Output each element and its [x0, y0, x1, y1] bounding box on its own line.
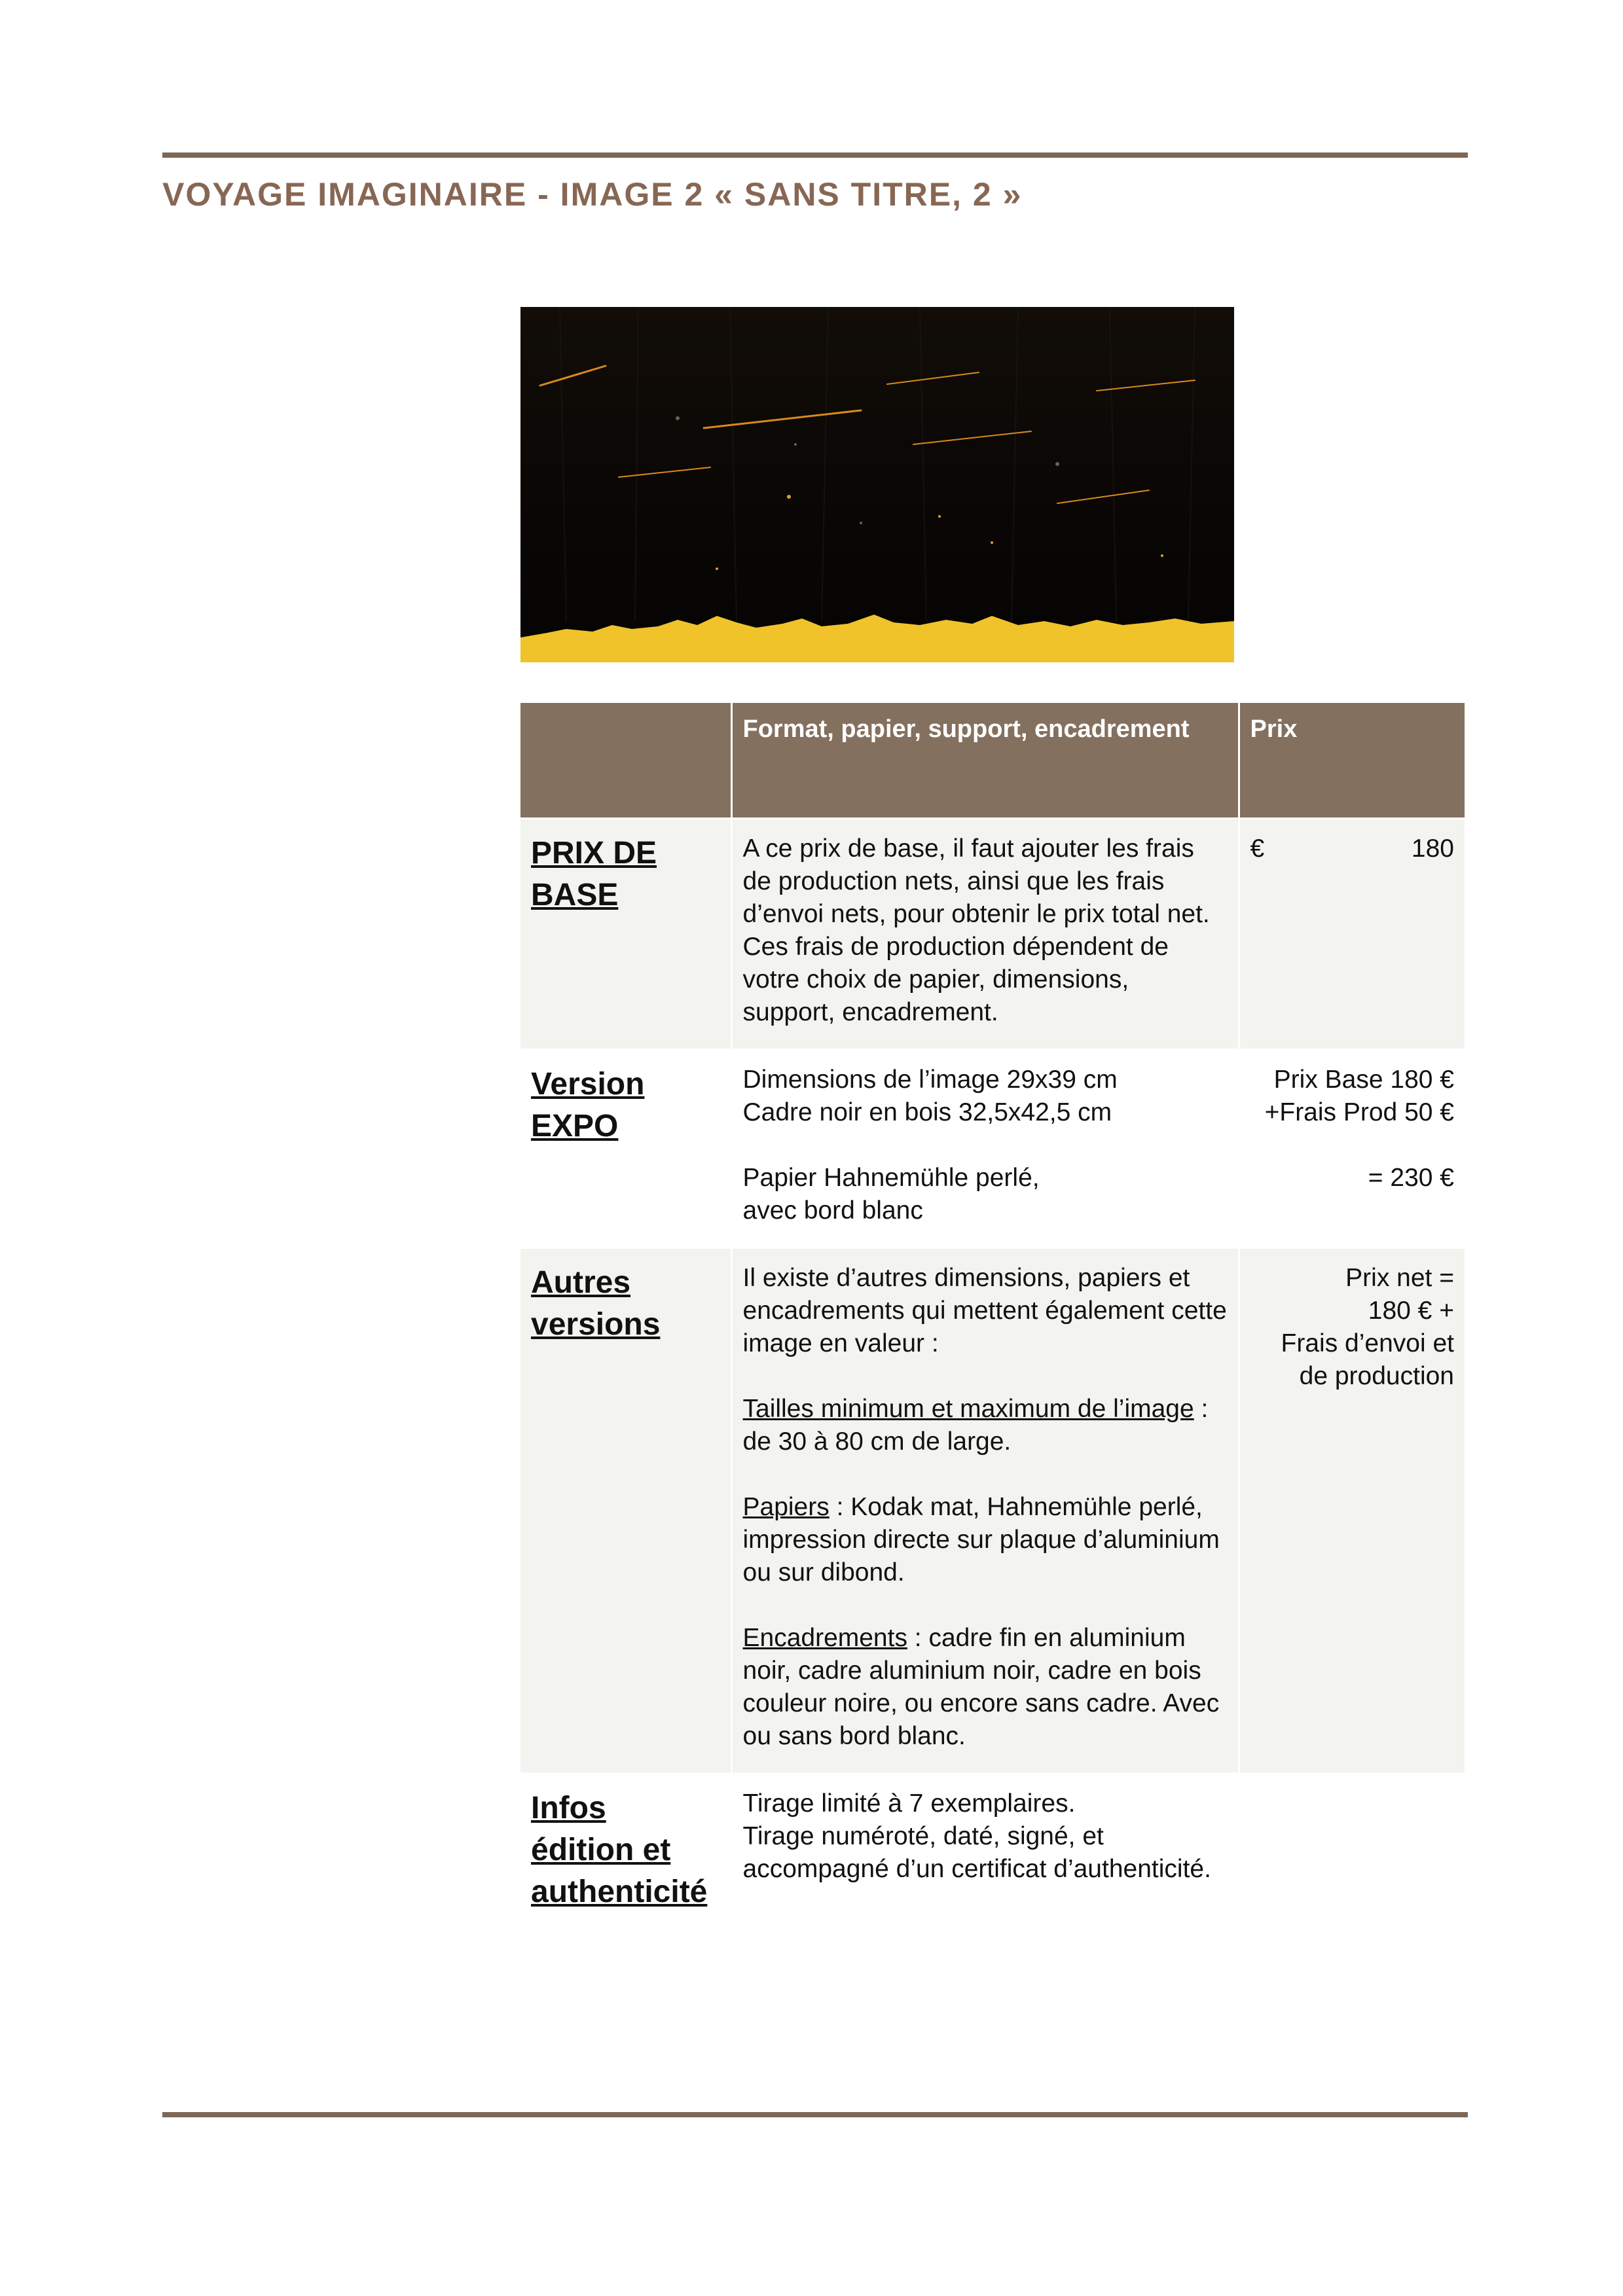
row-label-line: Autres	[531, 1265, 631, 1300]
price-table	[520, 703, 1465, 1933]
abstract-painting-graphic	[520, 307, 1234, 662]
edition-price-cell	[1239, 1773, 1465, 1933]
row-label-cell	[520, 1247, 731, 1773]
expo-price-total: = 230 €	[1368, 1163, 1454, 1192]
bottom-rule	[162, 2112, 1468, 2117]
table-row-base-price	[520, 818, 1465, 1049]
others-papers	[743, 1491, 1228, 1589]
row-label-line: authenticité	[531, 1874, 708, 1909]
others-price-line: Frais d’envoi et	[1281, 1329, 1454, 1357]
others-price-line: de production	[1299, 1361, 1454, 1390]
row-label-base-price	[531, 833, 720, 916]
row-label-line: Version	[531, 1066, 645, 1102]
row-label-line: BASE	[531, 877, 619, 912]
expo-border: avec bord blanc	[742, 1196, 923, 1225]
others-price-line: 180 € +	[1368, 1296, 1454, 1325]
row-label-line: édition et	[531, 1832, 671, 1867]
row-label-cell	[520, 1773, 731, 1933]
table-row-version-expo	[520, 1049, 1465, 1247]
expo-price-cell	[1239, 1049, 1465, 1247]
header-format: Format, papier, support, encadrement	[731, 703, 1239, 818]
table-header-row	[520, 703, 1465, 818]
row-label-line: PRIX DE	[531, 835, 657, 870]
top-rule	[162, 152, 1468, 158]
row-label-line: Infos	[531, 1790, 606, 1825]
row-label-version-expo	[531, 1064, 720, 1147]
table-row-other-versions	[520, 1247, 1465, 1773]
frames-label: Encadrements	[742, 1623, 907, 1652]
row-label-line: EXPO	[531, 1108, 619, 1143]
others-frames	[743, 1622, 1228, 1753]
base-price-amount: 180	[1411, 834, 1454, 863]
currency-symbol: €	[1250, 834, 1265, 863]
others-description	[731, 1247, 1239, 1773]
expo-dimensions: Dimensions de l’image 29x39 cm	[742, 1065, 1118, 1094]
artwork-image	[520, 307, 1234, 662]
row-label-cell	[520, 1049, 731, 1247]
row-label-line: versions	[531, 1306, 661, 1342]
sizes-text: : de 30 à 80 cm de large.	[742, 1394, 1209, 1456]
papers-text: : Kodak mat, Hahnemühle perlé, impression directe sur plaque d’aluminium ou sur dibond.	[742, 1492, 1220, 1587]
others-price-cell	[1239, 1247, 1465, 1773]
table-row-edition-info	[520, 1773, 1465, 1933]
sizes-label: Tailles minimum et maximum de l’image	[742, 1394, 1194, 1423]
row-label-other-versions	[531, 1262, 720, 1346]
header-empty	[520, 703, 731, 818]
header-price: Prix	[1239, 703, 1465, 818]
expo-frame: Cadre noir en bois 32,5x42,5 cm	[742, 1098, 1112, 1126]
edition-limit: Tirage limité à 7 exemplaires.	[742, 1789, 1076, 1818]
frames-text: : cadre fin en aluminium noir, cadre aluminium noir, cadre en bois couleur noire, ou encore sans cadre. Avec ou sans bord blanc.	[742, 1623, 1220, 1750]
expo-description	[731, 1049, 1239, 1247]
expo-price-prod: +Frais Prod 50 €	[1264, 1098, 1454, 1126]
page-title: VOYAGE IMAGINAIRE - IMAGE 2 « SANS TITRE, 2 »	[162, 176, 1023, 213]
base-price-cell	[1239, 818, 1465, 1049]
others-intro: Il existe d’autres dimensions, papiers et encadrements qui mettent également cette image en valeur :	[742, 1263, 1227, 1357]
expo-paper: Papier Hahnemühle perlé,	[742, 1163, 1040, 1192]
row-label-edition-info	[531, 1787, 720, 1913]
papers-label: Papiers	[742, 1492, 830, 1521]
edition-description	[731, 1773, 1239, 1933]
others-price-line: Prix net =	[1345, 1263, 1454, 1292]
base-description-text-2: Ces frais de production dépendent de votre choix de papier, dimensions, support, encadrement.	[742, 932, 1169, 1026]
expo-price-base: Prix Base 180 €	[1273, 1065, 1454, 1094]
row-label-cell	[520, 818, 731, 1049]
others-sizes	[743, 1393, 1228, 1458]
base-description	[731, 818, 1239, 1049]
edition-certificate: Tirage numéroté, daté, signé, et accompagné d’un certificat d’authenticité.	[742, 1821, 1211, 1883]
base-description-text: A ce prix de base, il faut ajouter les frais de production nets, ainsi que les frais d’envoi nets, pour obtenir le prix total net.	[742, 834, 1210, 928]
